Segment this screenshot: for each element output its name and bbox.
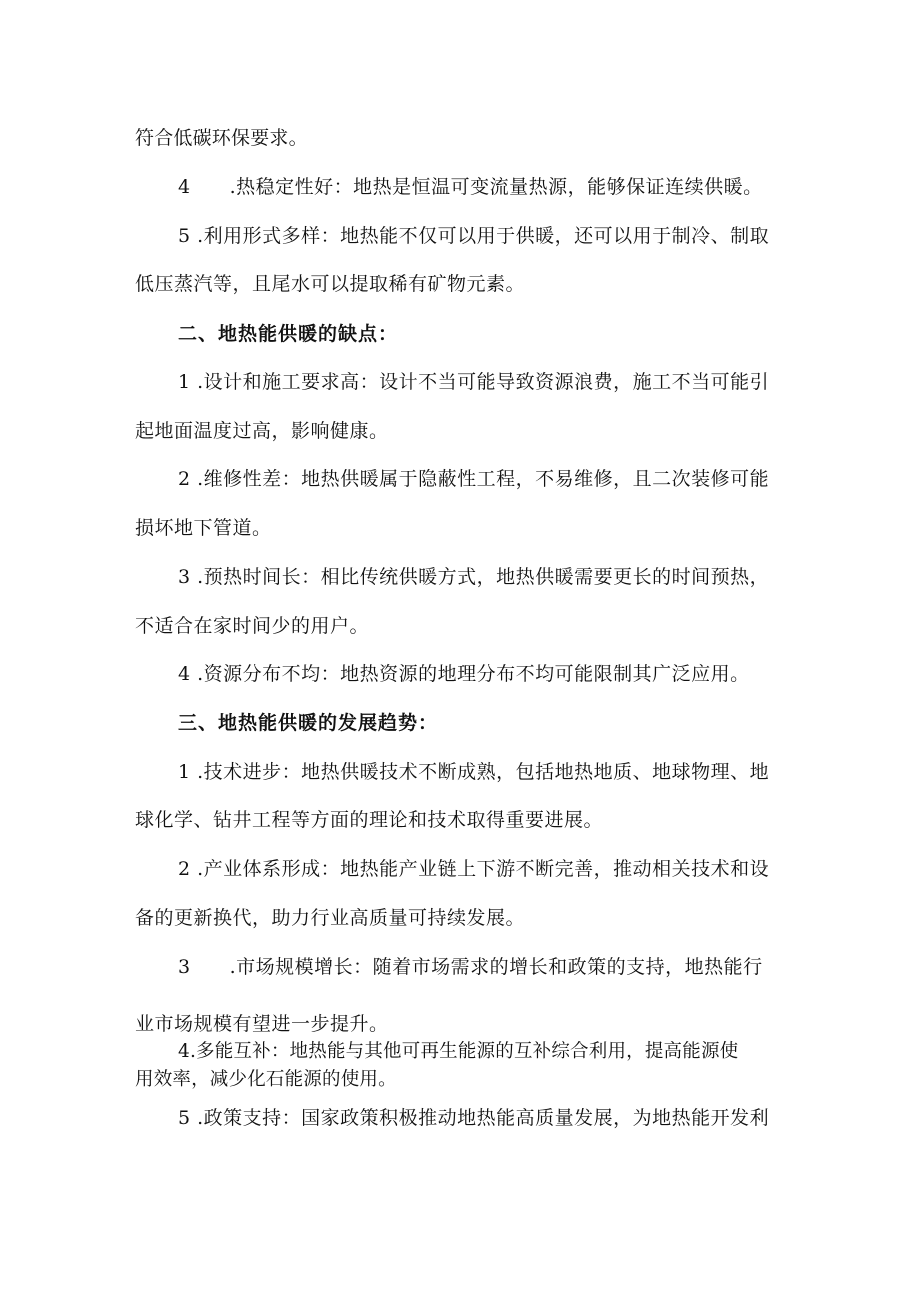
section-heading: 三、地热能供暖的发展趋势： — [178, 712, 439, 734]
paragraph-line: 备的更新换代，助力行业高质量可持续发展。 — [135, 907, 526, 929]
paragraph-line: 球化学、钻井工程等方面的理论和技术取得重要进展。 — [135, 809, 604, 831]
paragraph-line: 4.多能互补：地热能与其他可再生能源的互补综合利用，提高能源使 — [178, 1041, 739, 1062]
paragraph-line: 不适合在家时间少的用户。 — [135, 615, 370, 637]
section-heading: 二、地热能供暖的缺点： — [178, 323, 399, 345]
paragraph-line: 业市场规模有望进一步提升。 — [135, 1013, 389, 1035]
paragraph-line: 3 .市场规模增长：随着市场需求的增长和政策的支持，地热能行 — [178, 956, 763, 978]
paragraph-line: 4 .热稳定性好：地热是恒温可变流量热源，能够保证连续供暖。 — [178, 176, 763, 198]
paragraph-line: 低压蒸汽等，且尾水可以提取稀有矿物元素。 — [135, 273, 526, 295]
paragraph-line: 5 .政策支持：国家政策积极推动地热能高质量发展，为地热能开发利 — [178, 1107, 770, 1129]
paragraph-line: 5 .利用形式多样：地热能不仅可以用于供暖，还可以用于制冷、制取 — [178, 225, 770, 247]
paragraph-line: 2 .产业体系形成：地热能产业链上下游不断完善，推动相关技术和设 — [178, 858, 770, 880]
paragraph-line: 符合低碳环保要求。 — [135, 127, 308, 149]
paragraph-line: 用效率，减少化石能源的使用。 — [135, 1069, 397, 1090]
paragraph-line: 2 .维修性差：地热供暖属于隐蔽性工程，不易维修，且二次装修可能 — [178, 468, 770, 490]
paragraph-line: 3 .预热时间长：相比传统供暖方式，地热供暖需要更长的时间预热， — [178, 566, 770, 588]
paragraph-line: 1 .设计和施工要求高：设计不当可能导致资源浪费，施工不当可能引 — [178, 371, 770, 393]
paragraph-line: 1 .技术进步：地热供暖技术不断成熟，包括地热地质、地球物理、地 — [178, 761, 770, 783]
paragraph-line: 起地面温度过高，影响健康。 — [135, 420, 389, 442]
paragraph-line: 4 .资源分布不均：地热资源的地理分布不均可能限制其广泛应用。 — [178, 663, 750, 685]
paragraph-line: 损坏地下管道。 — [135, 517, 272, 539]
